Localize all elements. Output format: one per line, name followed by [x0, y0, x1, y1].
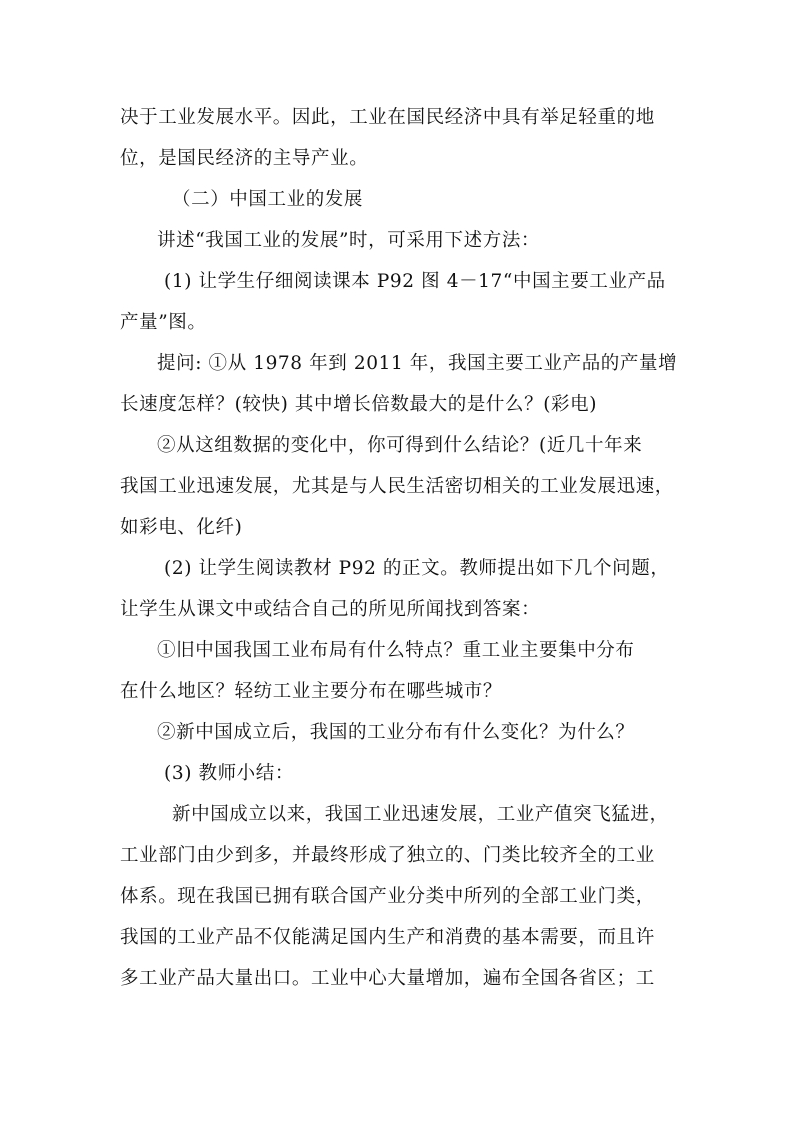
paragraph-line: 如彩电、化纤) [120, 517, 243, 538]
paragraph-line: ①旧中国我国工业布局有什么特点？重工业主要集中分布 [157, 640, 635, 661]
paragraph-line: 讲述“我国工业的发展”时，可采用下述方法： [157, 230, 541, 251]
section-heading: （二）中国工业的发展 [172, 189, 364, 210]
paragraph-line: 决于工业发展水平。因此，工业在国民经济中具有举足轻重的地 [120, 107, 655, 128]
paragraph-line: 长速度怎样？(较快) 其中增长倍数最大的是什么？(彩电) [120, 394, 598, 415]
paragraph-line: 位，是国民经济的主导产业。 [120, 148, 369, 169]
paragraph-line: 新中国成立以来，我国工业迅速发展，工业产值突飞猛进， [172, 804, 669, 825]
paragraph-line: 多工业产品大量出口。工业中心大量增加，遍布全国各省区；工 [120, 968, 655, 989]
paragraph-line: (3) 教师小结： [164, 763, 294, 784]
paragraph-line: 产量”图。 [120, 312, 207, 333]
paragraph-line: 让学生从课文中或结合自己的所见所闻找到答案： [120, 599, 541, 620]
paragraph-line: 工业部门由少到多，并最终形成了独立的、门类比较齐全的工业 [120, 845, 655, 866]
paragraph-line: ②新中国成立后，我国的工业分布有什么变化？为什么？ [157, 722, 635, 743]
paragraph-line: 在什么地区？轻纺工业主要分布在哪些城市？ [120, 681, 503, 702]
paragraph-line: 体系。现在我国已拥有联合国产业分类中所列的全部工业门类， [120, 886, 655, 907]
paragraph-line: 提问: ①从 1978 年到 2011 年，我国主要工业产品的产量增 [157, 353, 678, 374]
paragraph-line: (2) 让学生阅读教材 P92 的正文。教师提出如下几个问题， [164, 558, 670, 579]
paragraph-line: 我国的工业产品不仅能满足国内生产和消费的基本需要，而且许 [120, 927, 655, 948]
paragraph-line: ②从这组数据的变化中，你可得到什么结论？(近几十年来 [157, 435, 643, 456]
document-body [120, 97, 680, 999]
paragraph-line: 我国工业迅速发展，尤其是与人民生活密切相关的工业发展迅速， [120, 476, 674, 497]
paragraph-line: (1) 让学生仔细阅读课本 P92 图 4－17“中国主要工业产品 [164, 271, 666, 292]
